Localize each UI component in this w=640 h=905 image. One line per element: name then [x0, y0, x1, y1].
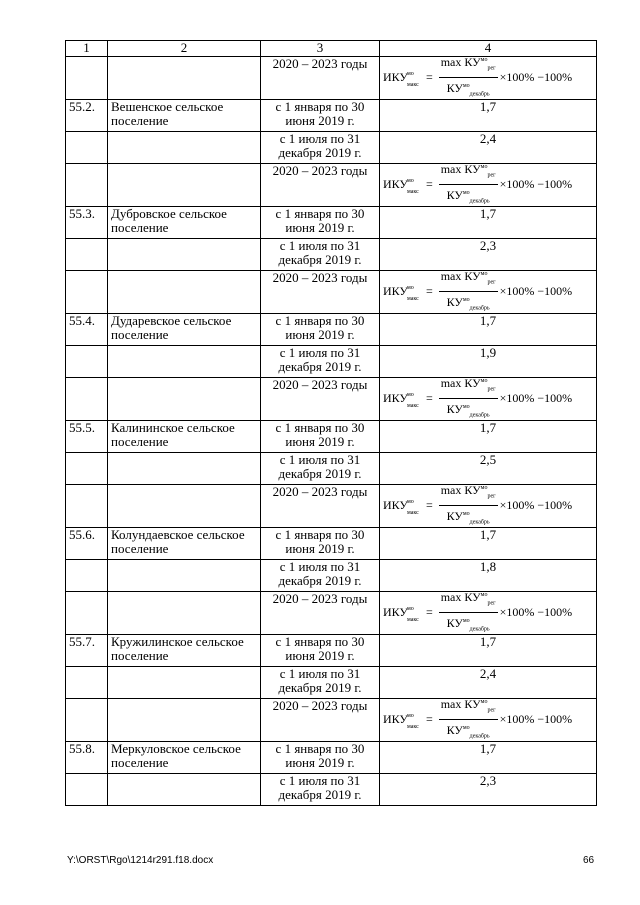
- settlement-name: Дударевское сельское поселение: [108, 314, 261, 346]
- row-number: [66, 164, 108, 207]
- settlement-name: [108, 667, 261, 699]
- row-number: [66, 485, 108, 528]
- row-number: [66, 346, 108, 378]
- coefficient-value: 1,7: [380, 635, 597, 667]
- footer-page-number: 66: [583, 855, 595, 866]
- table-row: [66, 100, 597, 132]
- table-row: [66, 774, 597, 806]
- table-row: [66, 453, 597, 485]
- formula-cell: [380, 378, 597, 421]
- settlement-name: [108, 164, 261, 207]
- formula-fraction: $\frac{\max КУ^{мо}_{рег}}{КУ^{мо}_{декабрь}}$: [440, 376, 496, 418]
- row-number: 55.5.: [66, 421, 108, 453]
- period-cell: с 1 января по 30 июня 2019 г.: [261, 100, 380, 132]
- settlement-name: Дубровское сельское поселение: [108, 207, 261, 239]
- table-row: [66, 421, 597, 453]
- row-number: 55.8.: [66, 742, 108, 774]
- settlement-name: Кружилинское сельское поселение: [108, 635, 261, 667]
- coefficient-value: 1,7: [380, 207, 597, 239]
- formula-fraction: $\frac{\max КУ^{мо}_{рег}}{КУ^{мо}_{декабрь}}$: [440, 590, 496, 632]
- settlement-name: Меркуловское сельское поселение: [108, 742, 261, 774]
- footer-file-path: Y:\ORST\Rgo\1214r291.f18.docx: [67, 855, 214, 866]
- settlement-name: [108, 485, 261, 528]
- period-cell: с 1 июля по 31 декабря 2019 г.: [261, 239, 380, 271]
- table-row: [66, 207, 597, 239]
- settlement-name: [108, 239, 261, 271]
- coefficient-value: 1,7: [380, 421, 597, 453]
- row-number: [66, 453, 108, 485]
- formula-lhs: ИКУ мо макс: [383, 391, 419, 409]
- settlement-name: Вешенское сельское поселение: [108, 100, 261, 132]
- row-number: [66, 699, 108, 742]
- period-cell: 2020 – 2023 годы: [261, 699, 380, 742]
- period-cell: с 1 января по 30 июня 2019 г.: [261, 528, 380, 560]
- row-number: [66, 560, 108, 592]
- table-row: [66, 635, 597, 667]
- formula-cell: [380, 164, 597, 207]
- coefficient-value: 2,5: [380, 453, 597, 485]
- table-row: [66, 667, 597, 699]
- table-row: [66, 560, 597, 592]
- period-cell: с 1 июля по 31 декабря 2019 г.: [261, 346, 380, 378]
- period-cell: с 1 января по 30 июня 2019 г.: [261, 635, 380, 667]
- index-formula: ИКУ мо макс = $\frac{\max КУ^{мо}_{рег}}{КУ^{мо}_{декабрь}}$ ×100% −100%: [383, 380, 593, 416]
- formula-fraction: $\frac{\max КУ^{мо}_{рег}}{КУ^{мо}_{декабрь}}$: [440, 162, 496, 204]
- formula-lhs: ИКУ мо макс: [383, 605, 419, 623]
- table-row: [66, 314, 597, 346]
- row-number: [66, 57, 108, 100]
- table-row: [66, 699, 597, 742]
- table-header-row: [66, 41, 597, 57]
- settlement-name: [108, 378, 261, 421]
- index-formula: ИКУ мо макс = $\frac{\max КУ^{мо}_{рег}}{КУ^{мо}_{декабрь}}$ ×100% −100%: [383, 701, 593, 737]
- period-cell: с 1 января по 30 июня 2019 г.: [261, 314, 380, 346]
- formula-fraction: $\frac{\max КУ^{мо}_{рег}}{КУ^{мо}_{декабрь}}$: [440, 697, 496, 739]
- coefficient-value: 2,4: [380, 667, 597, 699]
- settlement-name: Калининское сельское поселение: [108, 421, 261, 453]
- coefficient-value: 1,9: [380, 346, 597, 378]
- row-number: [66, 774, 108, 806]
- settlement-name: [108, 560, 261, 592]
- formula-cell: [380, 485, 597, 528]
- row-number: [66, 667, 108, 699]
- formula-fraction: $\frac{\max КУ^{мо}_{рег}}{КУ^{мо}_{декабрь}}$: [440, 55, 496, 97]
- tariff-table: [65, 40, 597, 806]
- settlement-name: Колундаевское сельское поселение: [108, 528, 261, 560]
- period-cell: с 1 июля по 31 декабря 2019 г.: [261, 667, 380, 699]
- header-col-3: 3: [261, 41, 380, 57]
- formula-lhs: ИКУ мо макс: [383, 177, 419, 195]
- table-row: [66, 57, 597, 100]
- formula-cell: [380, 57, 597, 100]
- row-number: [66, 592, 108, 635]
- tariff-table-body: [66, 41, 597, 806]
- period-cell: 2020 – 2023 годы: [261, 57, 380, 100]
- settlement-name: [108, 132, 261, 164]
- table-row: [66, 378, 597, 421]
- period-cell: 2020 – 2023 годы: [261, 271, 380, 314]
- table-row: [66, 271, 597, 314]
- period-cell: 2020 – 2023 годы: [261, 378, 380, 421]
- period-cell: с 1 января по 30 июня 2019 г.: [261, 742, 380, 774]
- row-number: [66, 132, 108, 164]
- coefficient-value: 2,4: [380, 132, 597, 164]
- index-formula: ИКУ мо макс = $\frac{\max КУ^{мо}_{рег}}{КУ^{мо}_{декабрь}}$ ×100% −100%: [383, 487, 593, 523]
- period-cell: с 1 июля по 31 декабря 2019 г.: [261, 132, 380, 164]
- settlement-name: [108, 271, 261, 314]
- period-cell: 2020 – 2023 годы: [261, 592, 380, 635]
- settlement-name: [108, 592, 261, 635]
- formula-lhs: ИКУ мо макс: [383, 712, 419, 730]
- period-cell: с 1 июля по 31 декабря 2019 г.: [261, 453, 380, 485]
- table-row: [66, 239, 597, 271]
- settlement-name: [108, 57, 261, 100]
- header-col-4: 4: [380, 41, 597, 57]
- row-number: 55.4.: [66, 314, 108, 346]
- formula-fraction: $\frac{\max КУ^{мо}_{рег}}{КУ^{мо}_{декабрь}}$: [440, 483, 496, 525]
- coefficient-value: 1,7: [380, 742, 597, 774]
- index-formula: ИКУ мо макс = $\frac{\max КУ^{мо}_{рег}}{КУ^{мо}_{декабрь}}$ ×100% −100%: [383, 166, 593, 202]
- period-cell: 2020 – 2023 годы: [261, 485, 380, 528]
- period-cell: 2020 – 2023 годы: [261, 164, 380, 207]
- row-number: [66, 239, 108, 271]
- settlement-name: [108, 699, 261, 742]
- coefficient-value: 1,7: [380, 100, 597, 132]
- formula-cell: [380, 699, 597, 742]
- coefficient-value: 1,7: [380, 528, 597, 560]
- row-number: 55.3.: [66, 207, 108, 239]
- table-row: [66, 132, 597, 164]
- table-row: [66, 485, 597, 528]
- header-col-1: 1: [66, 41, 108, 57]
- period-cell: с 1 января по 30 июня 2019 г.: [261, 207, 380, 239]
- coefficient-value: 2,3: [380, 239, 597, 271]
- period-cell: с 1 июля по 31 декабря 2019 г.: [261, 774, 380, 806]
- coefficient-value: 1,7: [380, 314, 597, 346]
- period-cell: с 1 июля по 31 декабря 2019 г.: [261, 560, 380, 592]
- table-row: [66, 742, 597, 774]
- coefficient-value: 2,3: [380, 774, 597, 806]
- row-number: [66, 271, 108, 314]
- settlement-name: [108, 774, 261, 806]
- period-cell: с 1 января по 30 июня 2019 г.: [261, 421, 380, 453]
- settlement-name: [108, 346, 261, 378]
- formula-fraction: $\frac{\max КУ^{мо}_{рег}}{КУ^{мо}_{декабрь}}$: [440, 269, 496, 311]
- row-number: 55.6.: [66, 528, 108, 560]
- formula-cell: [380, 271, 597, 314]
- formula-lhs: ИКУ мо макс: [383, 70, 419, 88]
- settlement-name: [108, 453, 261, 485]
- coefficient-value: 1,8: [380, 560, 597, 592]
- row-number: [66, 378, 108, 421]
- table-row: [66, 592, 597, 635]
- formula-cell: [380, 592, 597, 635]
- table-row: [66, 164, 597, 207]
- header-col-2: 2: [108, 41, 261, 57]
- row-number: 55.2.: [66, 100, 108, 132]
- index-formula: ИКУ мо макс = $\frac{\max КУ^{мо}_{рег}}{КУ^{мо}_{декабрь}}$ ×100% −100%: [383, 594, 593, 630]
- row-number: 55.7.: [66, 635, 108, 667]
- formula-lhs: ИКУ мо макс: [383, 498, 419, 516]
- table-row: [66, 346, 597, 378]
- formula-lhs: ИКУ мо макс: [383, 284, 419, 302]
- index-formula: ИКУ мо макс = $\frac{\max КУ^{мо}_{рег}}{КУ^{мо}_{декабрь}}$ ×100% −100%: [383, 59, 593, 95]
- index-formula: ИКУ мо макс = $\frac{\max КУ^{мо}_{рег}}{КУ^{мо}_{декабрь}}$ ×100% −100%: [383, 273, 593, 309]
- table-row: [66, 528, 597, 560]
